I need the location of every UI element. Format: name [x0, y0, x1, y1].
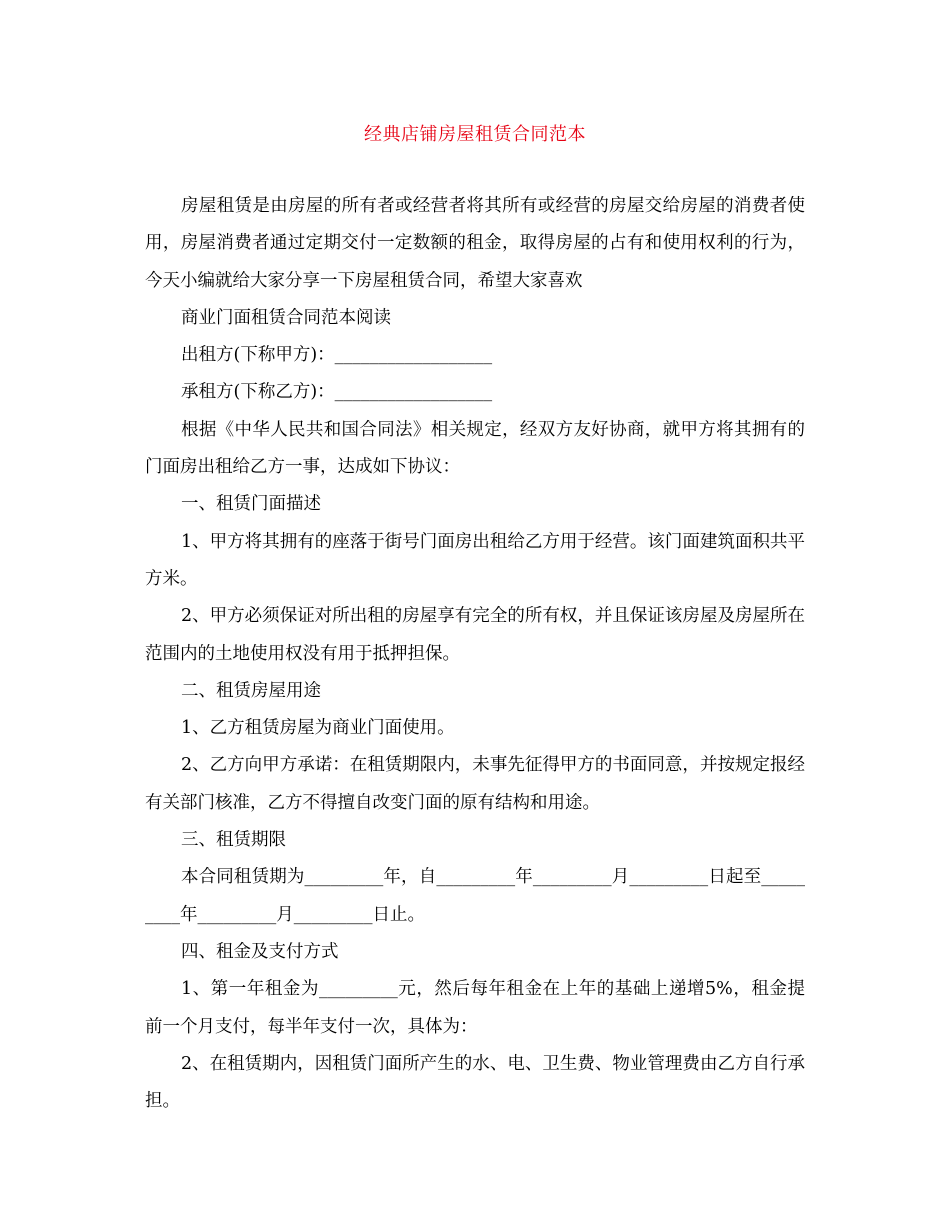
paragraph-4-1: 1、第一年租金为_________元，然后每年租金在上年的基础上递增5%，租金提前一个月支付，每半年支付一次，具体为： [145, 979, 805, 1037]
paragraph-3-1: 本合同租赁期为_________年，自_________年_________月_________日起至_________年_________月_________日止。 [145, 867, 805, 925]
section-heading-1: 一、租赁门面描述 [181, 494, 321, 515]
paragraph-2-2: 2、乙方向甲方承诺：在租赁期限内，未事先征得甲方的书面同意，并按规定报经有关部门核准，乙方不得擅自改变门面的原有结构和用途。 [145, 755, 805, 813]
paragraph-1-1: 1、甲方将其拥有的座落于街号门面房出租给乙方用于经营。该门面建筑面积共平方米。 [145, 531, 805, 589]
paragraph-intro: 房屋租赁是由房屋的所有者或经营者将其所有或经营的房屋交给房屋的消费者使用，房屋消费者通过定期交付一定数额的租金，取得房屋的占有和使用权利的行为，今天小编就给大家分享一下房屋租赁合同，希望大家喜欢 [145, 196, 805, 291]
paragraph-agreement: 根据《中华人民共和国合同法》相关规定，经双方友好协商，就甲方将其拥有的门面房出租给乙方一事，达成如下协议： [145, 419, 805, 478]
paragraph-1-2: 2、甲方必须保证对所出租的房屋享有完全的所有权，并且保证该房屋及房屋所在范围内的土地使用权没有用于抵押担保。 [145, 606, 805, 664]
section-heading-2: 二、租赁房屋用途 [181, 680, 321, 701]
section-heading-3: 三、租赁期限 [181, 830, 286, 851]
document-title: 经典店铺房屋租赁合同范本 [364, 124, 586, 145]
paragraph-2-1: 1、乙方租赁房屋为商业门面使用。 [181, 718, 455, 739]
paragraph-lessee: 承租方(下称乙方)：__________________ [181, 382, 493, 403]
section-heading-4: 四、租金及支付方式 [181, 941, 339, 962]
document-body [145, 188, 805, 1120]
paragraph-lessor: 出租方(下称甲方)：__________________ [181, 345, 493, 366]
paragraph-subtitle: 商业门面租赁合同范本阅读 [181, 307, 391, 328]
paragraph-4-2: 2、在租赁期内，因租赁门面所产生的水、电、卫生费、物业管理费由乙方自行承担。 [145, 1053, 805, 1112]
